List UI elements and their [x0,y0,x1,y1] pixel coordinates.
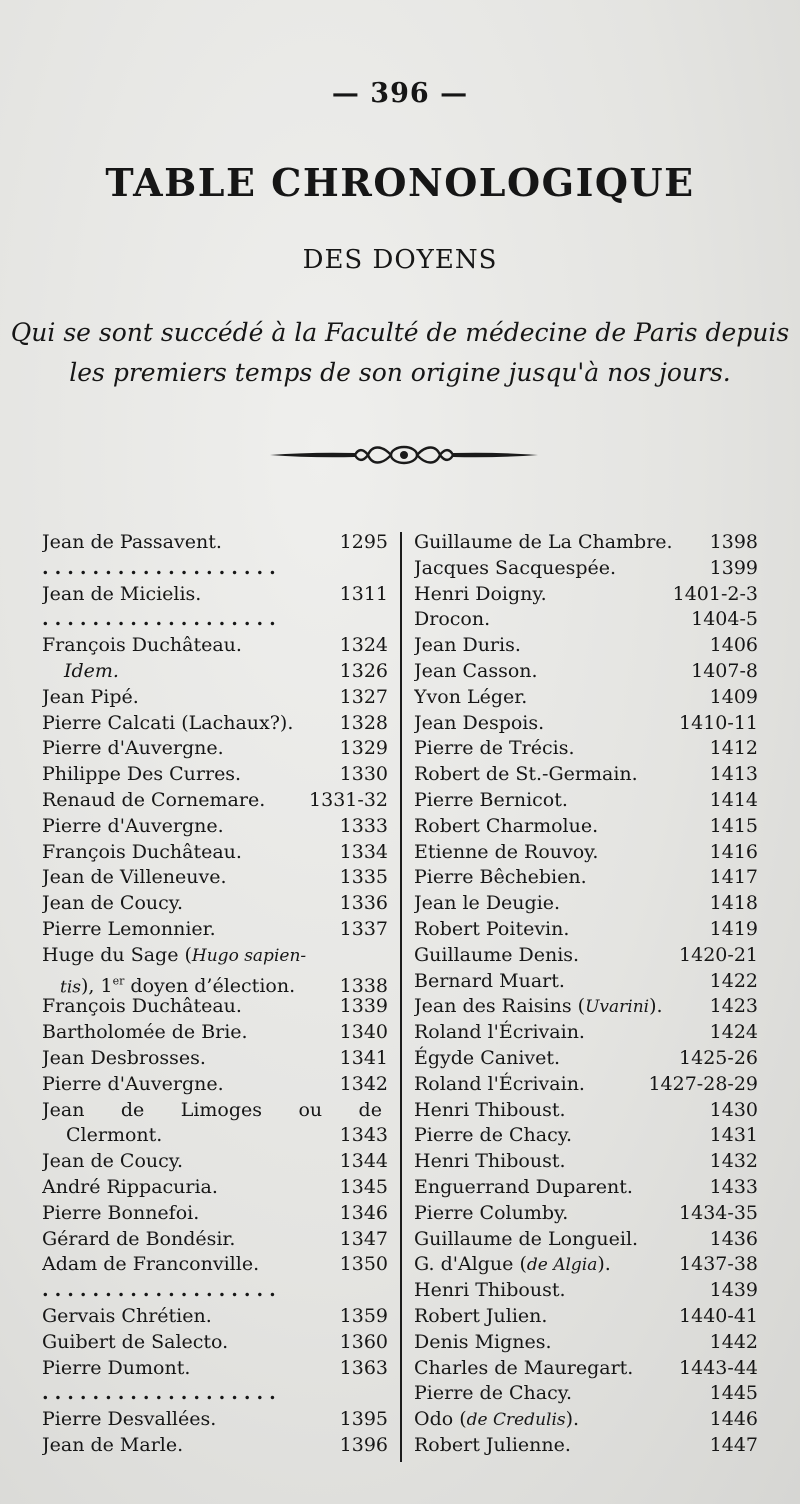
dean-name: Jean de Marle. [42,1433,184,1456]
dean-year: 1401-2-3 [672,582,758,605]
dean-year: 1406 [709,634,758,657]
dean-year: 1347 [339,1227,388,1250]
page-subtitle: DES DOYENS [302,245,498,275]
dean-year: 1443-44 [679,1356,758,1379]
list-item [414,736,758,762]
dean-name: Henri Thiboust. [414,1279,566,1302]
list-item [414,788,758,814]
list-item [42,1381,388,1407]
dean-name: Jean Pipé. [42,685,139,708]
list-item [42,633,388,659]
dean-name: tis), 1er doyen d’élection. [60,974,296,997]
dean-name: Jean des Raisins (Uvarini). [414,995,663,1018]
dean-year: 1442 [709,1330,758,1353]
dean-year: 1343 [339,1124,388,1147]
dean-name: Renaud de Cornemare. [42,788,266,811]
ellipsis-row: ................... [42,1382,282,1405]
list-item [42,1227,388,1253]
list-item [42,685,388,711]
list-item [414,633,758,659]
list-item [414,1304,758,1330]
list-item [42,969,388,995]
list-item [414,1201,758,1227]
dean-year: 1335 [339,866,388,889]
list-item [414,1407,758,1433]
list-item [42,607,388,633]
dean-name: Jacques Sacquespée. [414,556,617,579]
dean-year: 1436 [709,1227,758,1250]
list-item [42,1433,388,1459]
dean-year: 1328 [339,711,388,734]
dean-year: 1447 [709,1433,758,1456]
dean-year: 1415 [709,814,758,837]
dean-name: Odo (de Credulis). [414,1408,580,1431]
dean-year: 1344 [339,1150,388,1173]
dean-name: Robert Julien. [414,1304,548,1327]
dean-name: Pierre Columby. [414,1201,569,1224]
dean-name: Pierre d'Auvergne. [42,1072,224,1095]
dean-name: Huge du Sage (Hugo sapien- [42,943,307,966]
list-item [42,917,388,943]
list-item [42,814,388,840]
dean-name: Pierre Desvallées. [42,1408,217,1431]
dean-year: 1330 [339,763,388,786]
dean-year: 1338 [339,974,388,997]
list-item [42,1149,388,1175]
list-item [414,969,758,995]
dean-year: 1407-8 [691,659,758,682]
dean-name: François Duchâteau. [42,995,242,1018]
dean-name: Robert de St.-Germain. [414,763,638,786]
dean-year: 1424 [709,1021,758,1044]
dean-year: 1425-26 [679,1046,758,1069]
dean-year: 1337 [339,917,388,940]
list-item [42,1356,388,1382]
list-item [42,762,388,788]
list-item [414,891,758,917]
dean-year: 1427-28-29 [648,1072,758,1095]
dean-name: Charles de Mauregart. [414,1356,634,1379]
dean-year: 1404-5 [691,608,758,631]
dean-name: Adam de Franconville. [42,1253,260,1276]
dean-name: François Duchâteau. [42,634,242,657]
dean-name: Henri Doigny. [414,582,547,605]
dean-name: Roland l'Écrivain. [414,1072,585,1095]
dean-year: 1326 [339,659,388,682]
right-column [414,530,758,1459]
dean-year: 1324 [339,634,388,657]
dean-year: 1396 [339,1433,388,1456]
list-item [414,865,758,891]
dean-name: Roland l'Écrivain. [414,1021,585,1044]
dean-year: 1363 [339,1356,388,1379]
dean-name: Pierre de Chacy. [414,1382,572,1405]
intro-line-2: les premiers temps de son origine jusqu'à nos jours. [69,358,731,387]
dean-name: Jean de Coucy. [42,1150,184,1173]
dean-year: 1345 [339,1175,388,1198]
dean-name: Pierre d'Auvergne. [42,737,224,760]
list-item [414,1123,758,1149]
dean-name: Jean le Deugie. [414,892,561,915]
list-item [42,943,388,969]
list-item [414,1278,758,1304]
dean-name: Pierre Lemonnier. [42,917,216,940]
list-item [42,1098,388,1124]
dean-year: 1331-32 [309,788,388,811]
dean-name: Jean de Coucy. [42,892,184,915]
dean-year: 1431 [709,1124,758,1147]
ellipsis-row: ................... [42,608,282,631]
dean-name: Pierre de Chacy. [414,1124,572,1147]
list-item [42,840,388,866]
dean-year: 1350 [339,1253,388,1276]
left-column [42,530,388,1459]
list-item [414,556,758,582]
dean-name: Guibert de Salecto. [42,1330,229,1353]
list-item [414,1175,758,1201]
dean-name: Clermont. [66,1124,163,1147]
dean-name: Égyde Canivet. [414,1046,561,1069]
dean-name: Jean de Villeneuve. [42,866,227,889]
dean-year: 1437-38 [679,1253,758,1276]
list-item [42,1175,388,1201]
list-item [42,994,388,1020]
list-item [414,1020,758,1046]
list-item [414,1330,758,1356]
list-item [42,1330,388,1356]
dean-name: Jean Duris. [414,634,521,657]
list-item [42,711,388,737]
dean-name: Gervais Chrétien. [42,1304,212,1327]
dean-name: Pierre Bernicot. [414,788,568,811]
dean-name: Jean Casson. [414,659,538,682]
list-item [414,762,758,788]
dean-year: 1419 [709,917,758,940]
list-item [414,530,758,556]
dean-year: 1342 [339,1072,388,1095]
list-item [42,530,388,556]
list-item [42,865,388,891]
list-item [414,840,758,866]
dean-year: 1409 [709,685,758,708]
dean-year: 1346 [339,1201,388,1224]
list-item [42,736,388,762]
dean-name: Guillaume Denis. [414,943,580,966]
dean-name: Pierre Bêchebien. [414,866,587,889]
dean-name: Pierre Calcati (Lachaux?). [42,711,294,734]
dean-name: Philippe Des Curres. [42,763,242,786]
list-item [42,1046,388,1072]
list-item [42,659,388,685]
dean-year: 1339 [339,995,388,1018]
dean-name: Yvon Léger. [414,685,528,708]
list-item [414,685,758,711]
dean-name: François Duchâteau. [42,840,242,863]
dean-name: Bartholomée de Brie. [42,1021,248,1044]
list-item [414,582,758,608]
list-item [414,994,758,1020]
dean-year: 1417 [709,866,758,889]
dean-year: 1327 [339,685,388,708]
dean-name: Jean de Limoges ou de [42,1098,382,1121]
list-item [42,1407,388,1433]
dean-year: 1333 [339,814,388,837]
dean-name: Gérard de Bondésir. [42,1227,236,1250]
ellipsis-row: ................... [42,556,282,579]
list-item [42,1020,388,1046]
page-number: — 396 — [331,78,469,109]
list-item [414,943,758,969]
list-item [414,1149,758,1175]
dean-name: Drocon. [414,608,491,631]
dean-year: 1412 [709,737,758,760]
dean-year: 1433 [709,1175,758,1198]
intro-line-1: Qui se sont succédé à la Faculté de médecine de Paris depuis [10,318,790,347]
list-item [42,788,388,814]
dean-year: 1295 [339,531,388,553]
list-item [414,607,758,633]
list-item [42,1123,388,1149]
ellipsis-row: ................... [42,1279,282,1302]
dean-year: 1446 [709,1408,758,1431]
list-item [414,1433,758,1459]
dean-year: 1360 [339,1330,388,1353]
dean-name: Etienne de Rouvoy. [414,840,599,863]
dean-name: Robert Poitevin. [414,917,570,940]
dean-name: Pierre Dumont. [42,1356,191,1379]
dean-name: Pierre de Trécis. [414,737,575,760]
list-item [42,1201,388,1227]
dean-year: 1422 [709,969,758,992]
dean-year: 1440-41 [679,1304,758,1327]
dean-name: Guillaume de La Chambre. [414,531,673,553]
list-item [42,556,388,582]
dean-name: Robert Charmolue. [414,814,599,837]
page-title: TABLE CHRONOLOGIQUE [105,160,695,205]
dean-year: 1423 [709,995,758,1018]
list-item [414,1072,758,1098]
dean-name: André Rippacuria. [42,1175,218,1198]
dean-year: 1336 [339,892,388,915]
dean-name: Jean de Passavent. [42,531,222,553]
list-item [42,1252,388,1278]
dean-year: 1329 [339,737,388,760]
dean-name: Bernard Muart. [414,969,565,992]
dean-year: 1432 [709,1150,758,1173]
dean-name: Pierre d'Auvergne. [42,814,224,837]
list-item [414,917,758,943]
dean-name: Jean Desbrosses. [42,1046,206,1069]
list-item [414,1227,758,1253]
dean-year: 1430 [709,1098,758,1121]
dean-name: Enguerrand Duparent. [414,1175,633,1198]
list-item [414,659,758,685]
dean-year: 1399 [709,556,758,579]
dean-year: 1413 [709,763,758,786]
dean-year: 1434-35 [679,1201,758,1224]
dean-year: 1414 [709,788,758,811]
list-item [42,891,388,917]
dean-year: 1340 [339,1021,388,1044]
list-item [414,1381,758,1407]
dean-name: Denis Mignes. [414,1330,552,1353]
dean-year: 1359 [339,1304,388,1327]
list-item [414,1046,758,1072]
ornament-divider-icon [270,440,538,470]
dean-name: Henri Thiboust. [414,1098,566,1121]
dean-year: 1311 [339,582,388,605]
dean-name: Guillaume de Longueil. [414,1227,639,1250]
dean-name: Robert Julienne. [414,1433,571,1456]
dean-name: Pierre Bonnefoi. [42,1201,200,1224]
dean-year: 1341 [339,1046,388,1069]
column-divider [400,532,402,1462]
dean-year: 1445 [709,1382,758,1405]
dean-year: 1398 [709,531,758,553]
dean-name: Idem. [64,659,119,682]
dean-year: 1439 [709,1279,758,1302]
list-item [42,1278,388,1304]
dean-name: Henri Thiboust. [414,1150,566,1173]
list-item [414,814,758,840]
dean-name: Jean Despois. [414,711,545,734]
list-item [414,711,758,737]
dean-name: Jean de Micielis. [42,582,202,605]
dean-year: 1420-21 [679,943,758,966]
list-item [42,582,388,608]
dean-year: 1334 [339,840,388,863]
dean-year: 1418 [709,892,758,915]
list-item [42,1072,388,1098]
dean-year: 1410-11 [679,711,758,734]
dean-name: G. d'Algue (de Algia). [414,1253,611,1276]
list-item [414,1098,758,1124]
list-item [414,1252,758,1278]
dean-year: 1395 [339,1408,388,1431]
dean-year: 1416 [709,840,758,863]
list-item [42,1304,388,1330]
list-item [414,1356,758,1382]
